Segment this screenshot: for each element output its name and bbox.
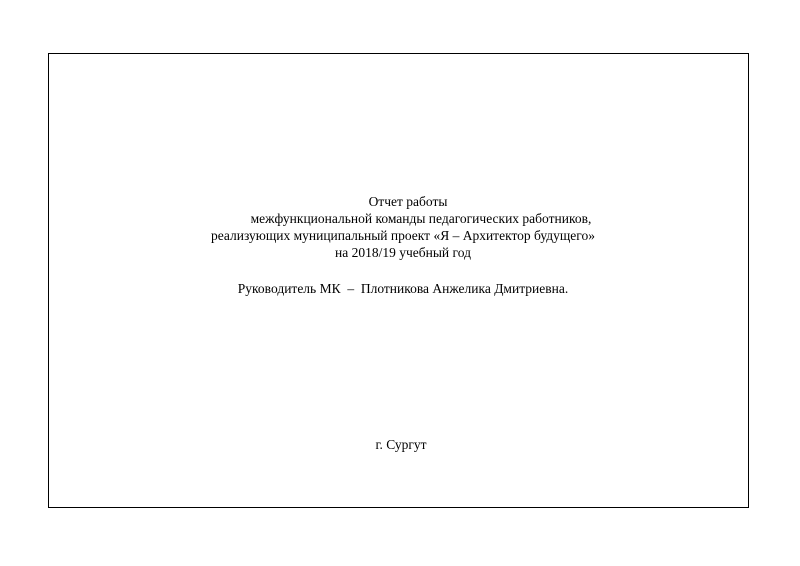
- team-leader: Руководитель МК – Плотникова Анжелика Дмитриевна.: [237, 281, 569, 296]
- title-line: межфункциональной команды педагогических работников,: [250, 211, 592, 226]
- title-line: на 2018/19 учебный год: [335, 245, 471, 260]
- title-line: реализующих муниципальный проект «Я – Архитектор будущего»: [210, 228, 596, 243]
- title-line: Отчет работы: [368, 194, 448, 209]
- city-name: г. Сургут: [375, 437, 427, 452]
- report-title: [0, 193, 800, 261]
